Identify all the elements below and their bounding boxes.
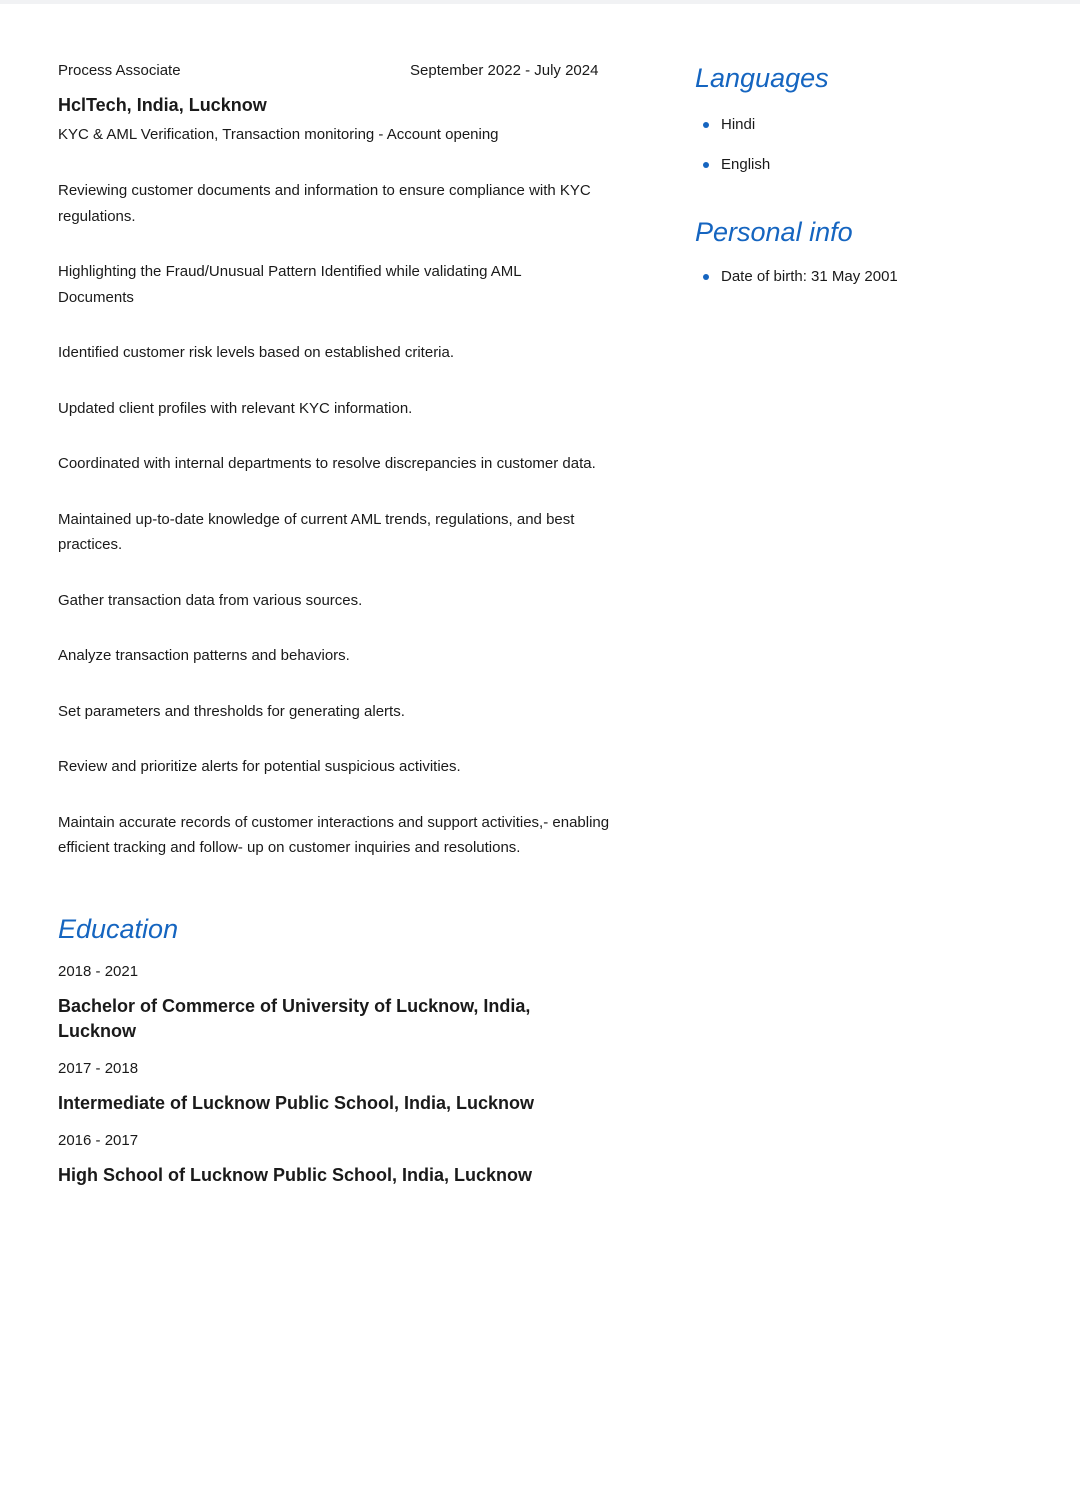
bullet-icon (703, 162, 709, 168)
education-name: Bachelor of Commerce of University of Lucknow, India, Lucknow (58, 995, 531, 1041)
education-item (58, 1128, 618, 1188)
duty-item: Identified customer risk levels based on established criteria. (58, 344, 455, 361)
job-dates: September 2022 - July 2024 (410, 62, 599, 79)
job-subtitle: KYC & AML Verification, Transaction monitoring - Account opening (58, 126, 499, 143)
languages-section (695, 60, 1035, 178)
main-column (58, 58, 618, 1188)
duty-item: Maintained up-to-date knowledge of current AML trends, regulations, and best practices. (58, 510, 575, 553)
personal-info-section (695, 214, 1035, 290)
employer-name: HclTech, India, Lucknow (58, 95, 267, 115)
languages-list (695, 112, 1035, 178)
education-section (58, 911, 618, 1188)
languages-heading: Languages (695, 63, 829, 93)
language-item (695, 112, 1035, 138)
duty-item: Gather transaction data from various sources. (58, 591, 363, 609)
bullet-icon (703, 122, 709, 128)
job-header (58, 58, 618, 84)
duty-item: Analyze transaction patterns and behaviors. (58, 647, 350, 664)
personal-info-item (695, 264, 1035, 290)
language-label: English (721, 156, 771, 173)
bullet-icon (703, 274, 709, 280)
duty-item: Updated client profiles with relevant KYC information. (58, 399, 413, 417)
education-name: High School of Lucknow Public School, India, Lucknow (58, 1164, 533, 1185)
education-item (58, 959, 618, 1044)
personal-info-list (695, 264, 1035, 290)
education-dates: 2018 - 2021 (58, 962, 139, 980)
education-dates: 2016 - 2017 (58, 1131, 139, 1149)
personal-info-heading: Personal info (695, 217, 853, 247)
education-item (58, 1056, 618, 1116)
sidebar-column (695, 60, 1035, 304)
language-item (695, 152, 1035, 178)
experience-entry (58, 58, 618, 861)
duty-item: Highlighting the Fraud/Unusual Pattern Identified while validating AML Documents (58, 263, 522, 306)
education-dates: 2017 - 2018 (58, 1059, 139, 1077)
duty-item: Reviewing customer documents and information to ensure compliance with KYC regulations. (58, 182, 591, 225)
duty-item: Coordinated with internal departments to resolve discrepancies in customer data. (58, 455, 596, 472)
duty-item: Maintain accurate records of customer interactions and support activities,- enabling efficient tracking and follow- up on customer inquiries and resolutions. (58, 813, 610, 856)
duty-item: Set parameters and thresholds for generating alerts. (58, 702, 405, 720)
job-title: Process Associate (58, 62, 181, 79)
language-label: Hindi (721, 116, 756, 133)
top-divider-strip (0, 0, 1080, 4)
duty-item: Review and prioritize alerts for potential suspicious activities. (58, 758, 461, 775)
education-heading: Education (58, 913, 179, 944)
date-of-birth: Date of birth: 31 May 2001 (721, 268, 898, 285)
education-name: Intermediate of Lucknow Public School, India, Lucknow (58, 1092, 535, 1113)
